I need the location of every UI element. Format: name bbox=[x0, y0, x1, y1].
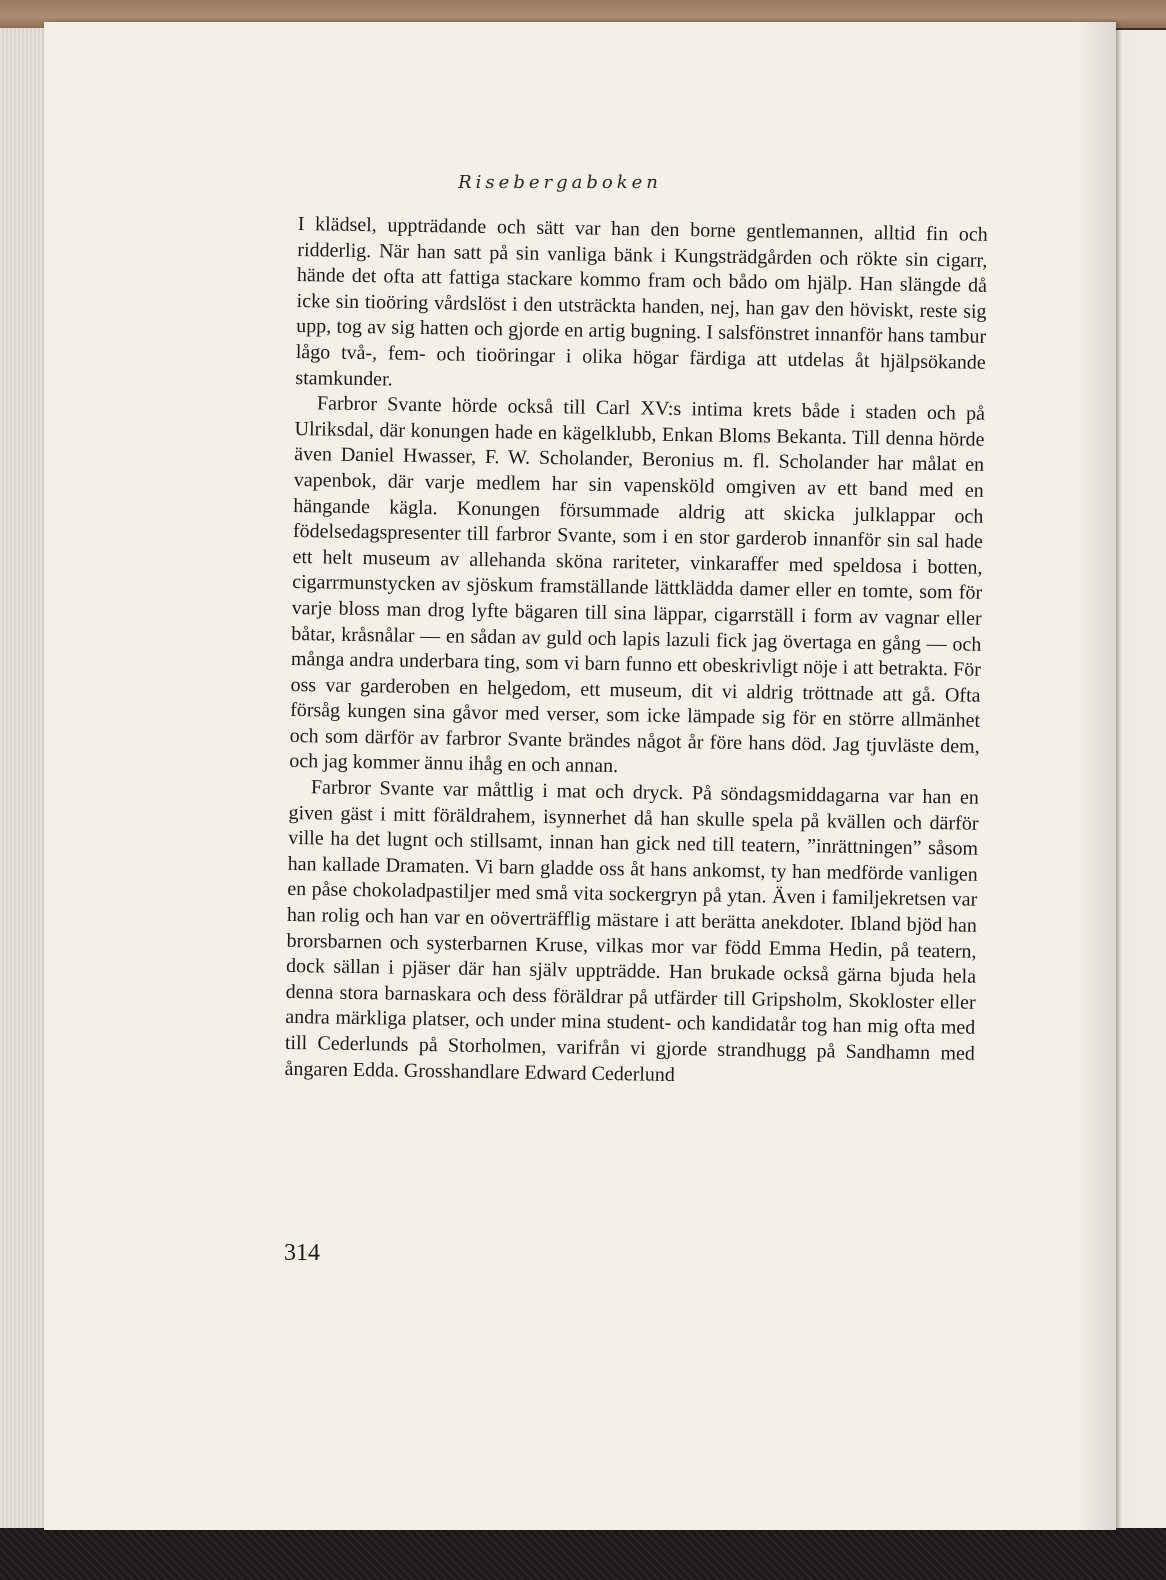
paragraph-1: I klädsel, uppträdande och sätt var han den borne gentlemannen, alltid fin och ridderlig. När han satt på sin vanliga bänk i Kungsträdgården och rökte sin cigarr, hände det ofta att fattiga stackare kommo fram och bådo om hjälp. Han slängde då icke sin tioöring vårdslöst i den utsträckta handen, nej, han gav den höviskt, reste sig upp, tog av sig hatten och gjorde en artig bugning. I salsfönstret innanför hans tambur lågo två-, fem- och tioöringar i olika högar färdiga att utdelas åt hjälpsökande stamkunder. bbox=[295, 212, 988, 391]
body-text bbox=[284, 212, 988, 1093]
paragraph-2: Farbror Svante hörde också till Carl XV:s intima krets både i staden och på Ulriksdal, där konungen hade en kägelklubb, Enkan Bloms Bekanta. Till denna hörde även Daniel Hwasser, F. W. Scholander, Beronius m. fl. Scholander har målat en vapenbok, där varje medlem har sin vapensköld omgiven av ett band med en hängande kägla. Konungen försummade aldrig att skicka julklappar och födelsedagspresenter till farbror Svante, som i en stor garderob innanför sin sal hade ett helt museum av allehanda sköna rariteter, vinkaraffer med speldosa i botten, cigarrmunstycken av sjöskum framställande lättklädda damer eller en tomte, som för varje bloss man drog lyfte bägaren till sina läppar, cigarrställ i form av vagnar eller båtar, kråsnålar — en sådan av guld och lapis lazuli fick jag övertaga en gång — och många andra underbara ting, som vi barn funno ett obeskrivligt nöje i att betrakta. För oss var garderoben en helgedom, ett museum, dit vi aldrig tröttnade att gå. Ofta försåg kungen sina gåvor med verser, som icke lämpade sig för en större allmänhet och som därför av farbror Svante brändes något år före hans död. Jag tjuvläste dem, och jag kommer ännu ihåg en och annan. bbox=[289, 392, 986, 778]
page-stack-edge bbox=[0, 28, 50, 1528]
facing-page-edge bbox=[1112, 30, 1166, 1530]
running-head: Risebergaboken bbox=[458, 172, 662, 193]
paragraph-3: Farbror Svante var måttlig i mat och dryck. På söndagsmiddagarna var han en given gäst i mitt föräldrahem, isynnerhet då han skulle spela på kvällen och därför ville ha det lugnt och stillsamt, innan han gick ned till teatern, ”inrättningen” såsom han kallade Dramaten. Vi barn gladde oss åt hans ankomst, ty han medförde vanligen en påse chokoladpastiljer med små vita sockergryn på ytan. Även i familjekretsen var han rolig och han var en oöverträfflig mästare i att berätta anekdoter. Ibland bjöd han brorsbarnen och systerbarnen Kruse, vilkas mor var född Emma Hedin, på teatern, dock sällan i pjäser där han själv uppträdde. Han brukade också gärna bjuda hela denna stora barnaskara och dess föräldrar på utfärder till Gripsholm, Skokloster eller andra märkliga platser, och under mina student- och kandidatår tog han mig ofta med till Cederlunds på Storholmen, varifrån vi gjorde strandhugg på Sandhamn med ångaren Edda. Grosshandlare Edward Cederlund bbox=[284, 776, 980, 1086]
page-number: 314 bbox=[284, 1240, 320, 1266]
carpet-surface bbox=[0, 1528, 1166, 1580]
gutter-shadow bbox=[1076, 22, 1116, 1530]
